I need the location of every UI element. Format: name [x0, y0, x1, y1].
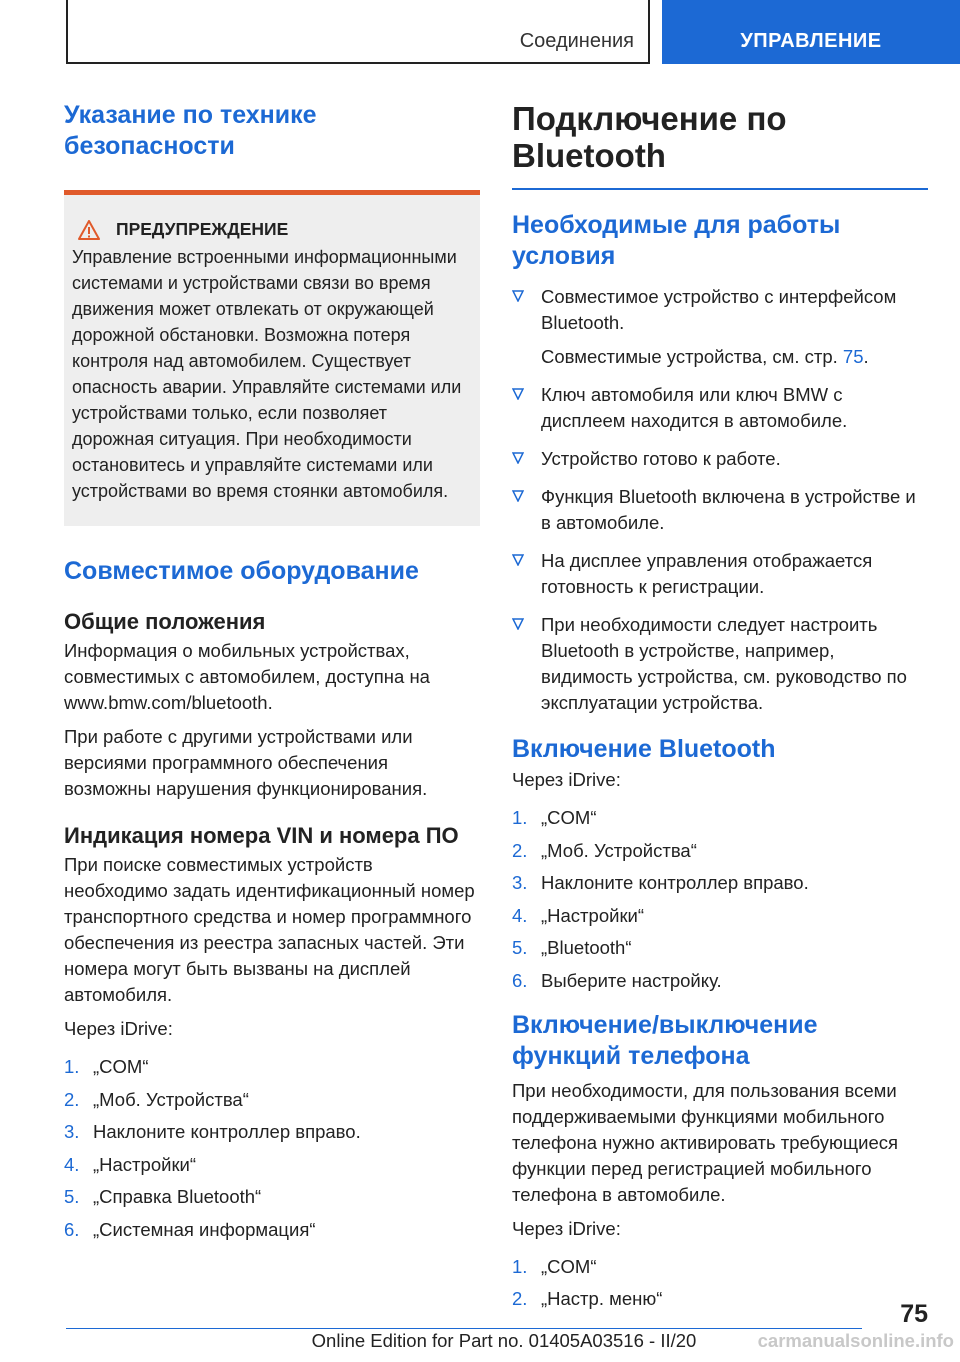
list-item: При необходимости следует настроить Bluetooth в устройстве, например, видимость устройства, см. руководство по эксплуатации устройства.: [512, 612, 928, 716]
requirements-list: [512, 284, 928, 716]
triangle-bullet-icon: [512, 618, 524, 630]
bt-idrive-label: Через iDrive:: [512, 769, 621, 790]
list-item: 5. „Справка Bluetooth“: [64, 1186, 262, 1207]
list-item: 6. Выберите настройку.: [512, 969, 722, 991]
list-item: На дисплее управления отображается готовность к регистрации.: [512, 548, 928, 600]
header-section-label: Соединения: [519, 30, 634, 52]
bt-steps: [512, 805, 928, 994]
phone-functions-paragraph: При необходимости, для пользования всеми поддерживаемыми функциями мобильного телефона нужно активировать требующиеся функции перед регистрацией мобильного телефона в автомобиле.: [512, 1079, 899, 1205]
requirements-sub-note: Совместимые устройства, см. стр. 75.: [541, 346, 869, 367]
warning-label: ПРЕДУПРЕЖДЕНИЕ: [116, 219, 289, 239]
title-rule: [512, 188, 928, 190]
warning-text: Управление встроенными информационными системами и устройствами связи во время движения может отвлекать от окружающей дорожной обстановки. Возможна потеря контроля над автомобилем. Существует опасность аварии. Управляйте системами или устройствами только, если позволяет дорожная ситуация. При необходимости остановитесь и управляйте системами или устройствами во время стоянки автомобиля.: [72, 247, 462, 501]
list-item: 3. Наклоните контроллер вправо.: [512, 872, 809, 893]
list-item: 2. „Моб. Устройства“: [512, 839, 697, 861]
phone-functions-title: Включение/выключение функций телефона: [512, 1010, 818, 1070]
watermark: carmanualsonline.info: [757, 1330, 954, 1351]
header-section-tab: [66, 0, 650, 64]
right-column: [512, 100, 928, 1319]
list-item: Функция Bluetooth включена в устройстве и в автомобиле.: [512, 484, 928, 536]
safety-title: Указание по технике безопасности: [64, 101, 317, 160]
list-item: 2. „Настр. меню“: [512, 1288, 663, 1309]
list-item: 1. „COM“: [512, 807, 597, 828]
left-column: [64, 100, 480, 1249]
list-item: 2. „Моб. Устройства“: [64, 1088, 249, 1110]
list-item: 5. „Bluetooth“: [512, 937, 632, 958]
triangle-bullet-icon: [512, 388, 524, 400]
list-item: 3. Наклоните контроллер вправо.: [64, 1121, 361, 1142]
page-reference-link[interactable]: 75: [842, 346, 864, 367]
list-item: Совместимое устройство с интерфейсом Bluetooth. Совместимые устройства, см. стр. 75.: [512, 284, 928, 370]
triangle-bullet-icon: [512, 290, 524, 302]
header-chapter-tab: [662, 0, 960, 64]
list-item: Ключ автомобиля или ключ BMW с дисплеем находится в автомобиле.: [512, 382, 928, 434]
list-item: 4. „Настройки“: [512, 904, 645, 926]
list-item: Устройство готово к работе.: [512, 446, 928, 472]
triangle-bullet-icon: [512, 490, 524, 502]
general-title: Общие положения: [64, 609, 266, 634]
list-item: 1. „COM“: [64, 1056, 149, 1077]
general-paragraph-1: Информация о мобильных устройствах, совместимых с автомобилем, доступна на www.bmw.com/bluetooth.: [64, 640, 430, 713]
triangle-bullet-icon: [512, 554, 524, 566]
compat-title: Совместимое оборудование: [64, 557, 419, 585]
list-item: 6. „Системная информация“: [64, 1218, 316, 1240]
vin-paragraph: При поиске совместимых устройств необходимо задать идентификационный номер транспортного средства и номер программного обеспечения из реестра запасных частей. Эти номера могут быть вызваны на дисплей автомобиля.: [64, 854, 475, 1005]
phone-steps: [512, 1254, 928, 1313]
page-number: 75: [900, 1300, 928, 1328]
edition-note: Online Edition for Part no. 01405A03516 - II/20: [311, 1330, 697, 1351]
footer-rule: [66, 1328, 862, 1329]
warning-box: [64, 190, 480, 526]
header-chapter-label: УПРАВЛЕНИЕ: [740, 30, 882, 52]
bt-enable-title: Включение Bluetooth: [512, 735, 776, 763]
general-paragraph-2: При работе с другими устройствами или версиями программного обеспечения возможны нарушения функционирования.: [64, 726, 428, 799]
list-item: 4. „Настройки“: [64, 1153, 197, 1175]
bluetooth-title: Подключение по Bluetooth: [512, 100, 787, 174]
triangle-bullet-icon: [512, 452, 524, 464]
phone-idrive-label: Через iDrive:: [512, 1217, 621, 1239]
vin-title: Индикация номера VIN и номера ПО: [64, 823, 459, 848]
idrive-label: Через iDrive:: [64, 1018, 173, 1039]
vin-steps: [64, 1054, 480, 1243]
requirements-title: Необходимые для работы условия: [512, 211, 841, 270]
list-item: 1. „COM“: [512, 1255, 597, 1277]
warning-triangle-icon: [78, 220, 100, 240]
